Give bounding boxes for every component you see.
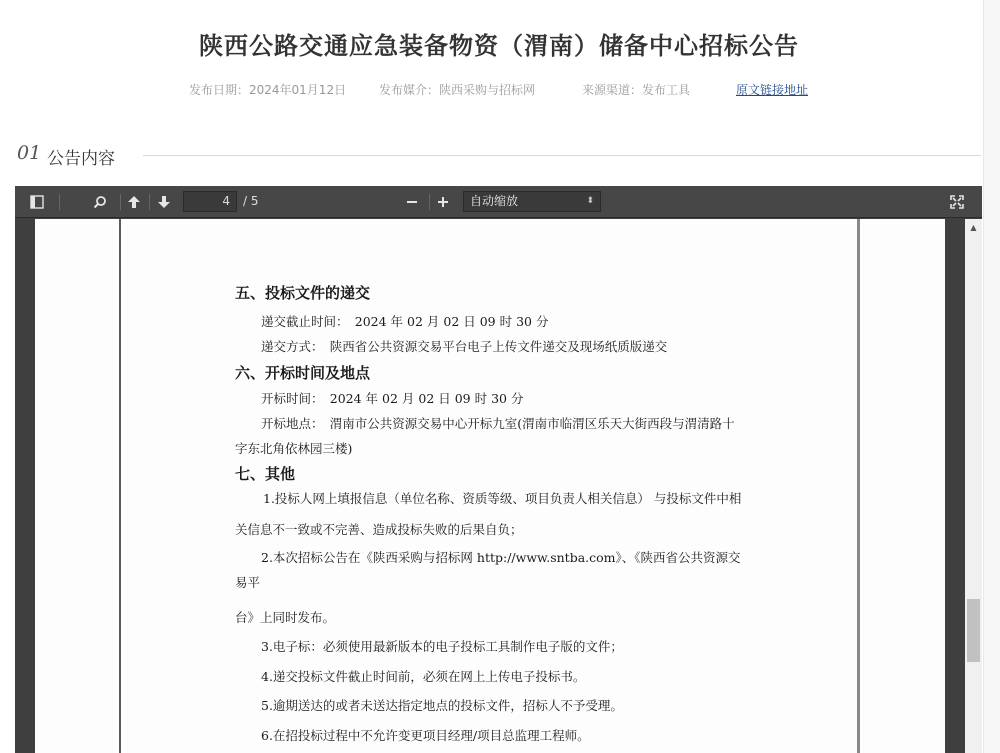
doc-line: 递交方式： 陕西省公共资源交易平台电子上传文件递交及现场纸质版递交 [261, 339, 668, 354]
document-area [15, 219, 965, 753]
doc-line: 开标时间： 2024 年 02 月 02 日 09 时 30 分 [261, 391, 524, 406]
section-divider [143, 155, 981, 156]
doc-line: 开标地点： 渭南市公共资源交易中心开标九室(渭南市临渭区乐天大街西段与渭清路十 [261, 416, 735, 431]
minus-icon[interactable] [400, 190, 424, 214]
heading-5: 五、投标文件的递交 [235, 284, 371, 302]
source-channel: 来源渠道：发布工具 [582, 83, 691, 97]
document-page [35, 219, 945, 753]
fullscreen-icon[interactable] [945, 190, 969, 214]
select-arrows-icon: ⬍ [586, 196, 594, 206]
scan-edge-right [857, 219, 860, 753]
section-header [17, 142, 981, 168]
zoom-label: 自动缩放 [470, 194, 519, 208]
page-total: / 5 [243, 194, 259, 208]
arrow-up-icon[interactable] [122, 190, 146, 214]
page-number-input[interactable]: 4 [183, 191, 237, 212]
pdf-viewer [15, 186, 982, 753]
meta-row [0, 81, 998, 99]
doc-line: 字东北角依林园三楼) [235, 441, 353, 456]
heading-7: 七、其他 [235, 465, 296, 483]
doc-line: 递交截止时间： 2024 年 02 月 02 日 09 时 30 分 [261, 314, 549, 329]
page-title: 陕西公路交通应急装备物资（渭南）储备中心招标公告 [199, 32, 799, 60]
search-icon[interactable] [88, 190, 112, 214]
sidebar-toggle-icon[interactable] [25, 190, 49, 214]
publish-media: 发布媒介：陕西采购与招标网 [379, 83, 536, 97]
page-scrollbar[interactable] [983, 0, 1000, 753]
section-number: 01 [17, 142, 42, 164]
heading-6: 六、开标时间及地点 [235, 364, 371, 382]
plus-icon[interactable] [431, 190, 455, 214]
doc-line: 关信息不一致或不完善、造成投标失败的后果自负； [235, 522, 523, 537]
doc-line: 1.投标人网上填报信息（单位名称、资质等级、项目负责人相关信息） 与投标文件中相 [263, 491, 742, 506]
document-scrollbar[interactable] [965, 219, 982, 753]
pdf-toolbar [15, 186, 982, 218]
doc-line: 2.本次招标公告在《陕西采购与招标网 http://www.sntba.com》、《陕西省公共资源交 [261, 550, 741, 565]
scroll-up-icon[interactable]: ▲ [970, 223, 977, 232]
original-link[interactable]: 原文链接地址 [736, 83, 809, 97]
doc-line: 5.逾期送达的或者未送达指定地点的投标文件，招标人不予受理。 [261, 698, 623, 713]
doc-line: 台》上同时发布。 [235, 610, 336, 625]
doc-line: 4.递交投标文件截止时间前，必须在网上上传电子投标书。 [261, 669, 586, 684]
scan-edge-left [119, 219, 121, 753]
arrow-down-icon[interactable] [152, 190, 176, 214]
doc-line: 3.电子标：必须使用最新版本的电子投标工具制作电子版的文件； [261, 639, 623, 654]
doc-line: 易平 [235, 575, 261, 590]
publish-date: 发布日期：2024年01月12日 [189, 83, 347, 97]
zoom-select[interactable] [463, 191, 601, 212]
doc-line: 6.在招投标过程中不允许变更项目经理/项目总监理工程师。 [261, 728, 590, 743]
section-label: 公告内容 [47, 149, 115, 169]
scroll-thumb[interactable] [967, 599, 980, 662]
